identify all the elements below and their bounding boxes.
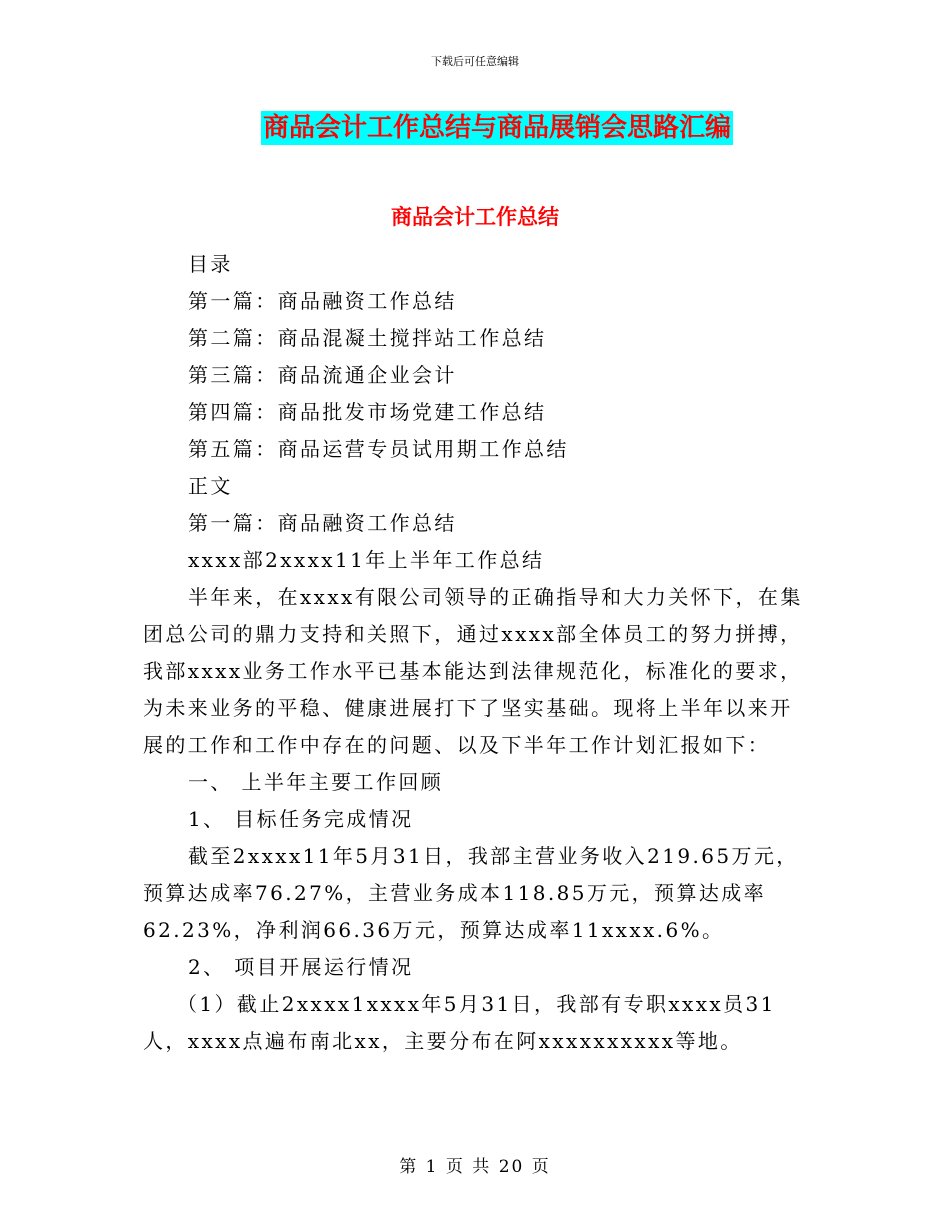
- section-heading: 一、 上半年主要工作回顾: [188, 770, 444, 794]
- part-title: 第一篇：商品融资工作总结: [188, 511, 457, 535]
- main-title-container: [0, 111, 950, 145]
- header-note: 下载后可任意编辑: [431, 55, 519, 68]
- toc-item: 第三篇：商品流通企业会计: [188, 363, 457, 387]
- main-title: 商品会计工作总结与商品展销会思路汇编: [262, 113, 731, 143]
- toc-item: 第五篇：商品运营专员试用期工作总结: [188, 437, 569, 461]
- body-heading: 正文: [188, 474, 233, 498]
- intro-paragraph: 半年来，在xxxx有限公司领导的正确指导和大力关怀下，在集团总公司的鼎力支持和关照下，通过xxxx部全体员工的努力拼搏，我部xxxx业务工作水平已基本能达到法律规范化，标准化的要求，为未来业务的平稳、健康进展打下了坚实基础。现将上半年以来开展的工作和工作中存在的问题、以及下半年工作计划汇报如下：: [143, 585, 803, 757]
- toc-heading: 目录: [188, 252, 233, 276]
- toc-item: 第一篇：商品融资工作总结: [188, 289, 457, 313]
- item-paragraph: （1）截止2xxxx1xxxx年5月31日，我部有专职xxxx员31人，xxxx点遍布南北xx，主要分布在阿xxxxxxxxxx等地。: [143, 992, 776, 1053]
- item-paragraph: 截至2xxxx11年5月31日，我部主营业务收入219.65万元，预算达成率76.27%，主营业务成本118.85万元，预算达成率62.23%，净利润66.36万元，预算达成率11xxxx.6%。: [143, 844, 799, 942]
- item-heading: 2、 项目开展运行情况: [188, 955, 414, 979]
- page-footer: 第 1 页 共 20 页: [399, 1157, 551, 1177]
- sub-title: 商品会计工作总结: [391, 204, 559, 229]
- toc-item: 第四篇：商品批发市场党建工作总结: [188, 400, 547, 424]
- item-heading: 1、 目标任务完成情况: [188, 807, 414, 831]
- doc-title: xxxx部2xxxx11年上半年工作总结: [188, 548, 545, 572]
- toc-item: 第二篇：商品混凝土搅拌站工作总结: [188, 326, 547, 350]
- document-body: [143, 246, 813, 1060]
